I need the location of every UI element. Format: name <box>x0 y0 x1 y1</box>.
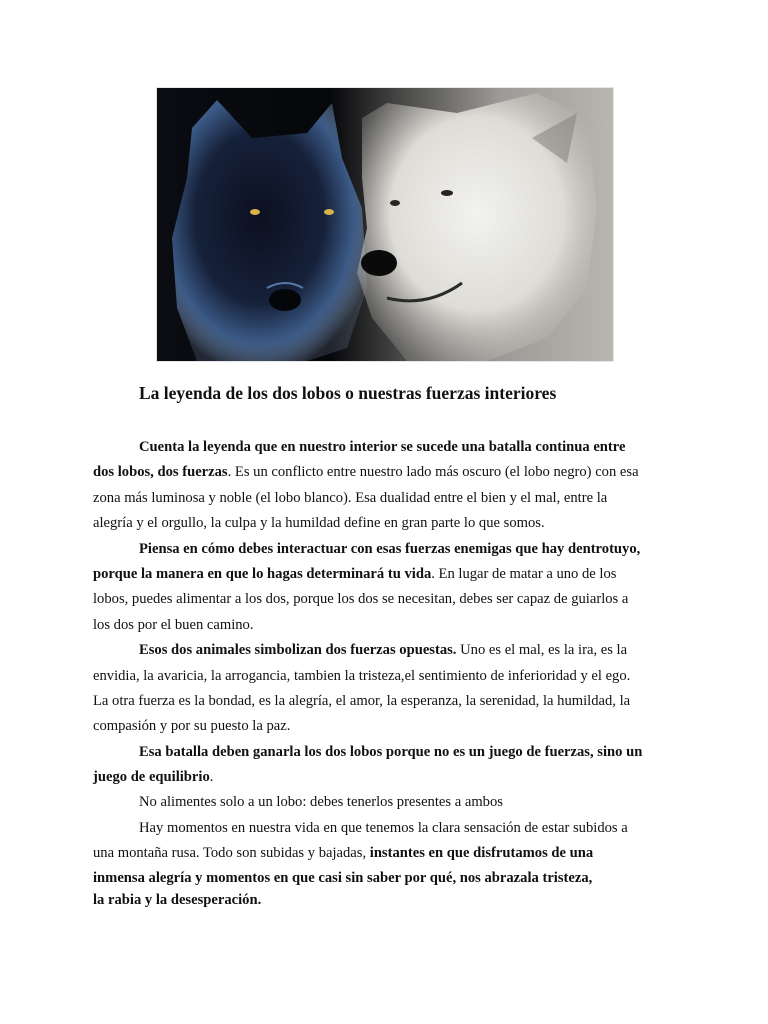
text: . <box>209 769 214 785</box>
paragraph-line <box>139 819 628 837</box>
paragraph-line <box>93 489 607 507</box>
bold-text: Esos dos animales simbolizan dos fuerzas opuestas. <box>139 642 457 658</box>
paragraph-line <box>93 463 639 481</box>
text: Uno es el mal, es la ira, es la <box>456 642 628 658</box>
paragraph-line <box>139 743 642 761</box>
text: . En lugar de matar a uno de los <box>431 566 617 582</box>
bold-text: Esa batalla deben ganarla los dos lobos porque no es un juego de fuerzas, sino un <box>139 744 643 760</box>
bold-text: Cuenta la leyenda que en nuestro interior se sucede una batalla continua entre <box>139 439 626 455</box>
paragraph-line <box>93 692 630 710</box>
text: . Es un conflicto entre nuestro lado más oscuro (el lobo negro) con esa <box>227 464 639 480</box>
paragraph-line <box>93 667 630 685</box>
wolves-illustration <box>157 88 613 361</box>
two-wolves-image <box>156 87 614 362</box>
black-wolf-shape <box>172 100 367 361</box>
text: alegría y el orgullo, la culpa y la humildad define en gran parte lo que somos. <box>93 515 545 531</box>
text: envidia, la avaricia, la arrogancia, tambien la tristeza,el sentimiento de inferioridad y el ego. <box>93 668 631 684</box>
paragraph-line <box>93 565 616 583</box>
text: los dos por el buen camino. <box>93 617 254 633</box>
paragraph-line <box>93 717 290 735</box>
paragraph-line <box>93 768 213 786</box>
paragraph-line <box>93 590 628 608</box>
text: Hay momentos en nuestra vida en que tenemos la clara sensación de estar subidos a <box>139 820 628 836</box>
paragraph-line <box>139 540 640 558</box>
bold-text: juego de equilibrio <box>93 769 210 785</box>
text: compasión y por su puesto la paz. <box>93 718 291 734</box>
bold-text: instantes en que disfrutamos de una <box>369 845 594 861</box>
text: La otra fuerza es la bondad, es la alegría, el amor, la esperanza, la serenidad, la humildad, la <box>93 693 631 709</box>
text: una montaña rusa. Todo son subidas y bajadas, <box>93 845 370 861</box>
text: lobos, puedes alimentar a los dos, porque los dos se necesitan, debes ser capaz de guiarlos a <box>93 591 629 607</box>
paragraph-line <box>139 438 625 456</box>
bold-text: dos lobos, dos fuerzas <box>93 464 228 480</box>
bold-text: la rabia y la desesperación. <box>93 892 262 908</box>
paragraph-line <box>93 616 254 634</box>
document-title: La leyenda de los dos lobos o nuestras fuerzas interiores <box>139 383 557 403</box>
text: No alimentes solo a un lobo: debes tenerlos presentes a ambos <box>139 794 503 810</box>
paragraph-line <box>93 869 592 887</box>
paragraph-line <box>93 514 545 532</box>
text: zona más luminosa y noble (el lobo blanco). Esa dualidad entre el bien y el mal, entre la <box>93 490 608 506</box>
paragraph-line <box>139 793 503 811</box>
bold-text: inmensa alegría y momentos en que casi sin saber por qué, nos abrazala tristeza, <box>93 870 593 886</box>
paragraph-line <box>93 891 261 909</box>
paragraph-line <box>93 844 593 862</box>
paragraph-line <box>139 641 627 659</box>
bold-text: Piensa en cómo debes interactuar con esas fuerzas enemigas que hay dentrotuyo, <box>139 541 641 557</box>
bold-text: porque la manera en que lo hagas determinará tu vida <box>93 566 432 582</box>
